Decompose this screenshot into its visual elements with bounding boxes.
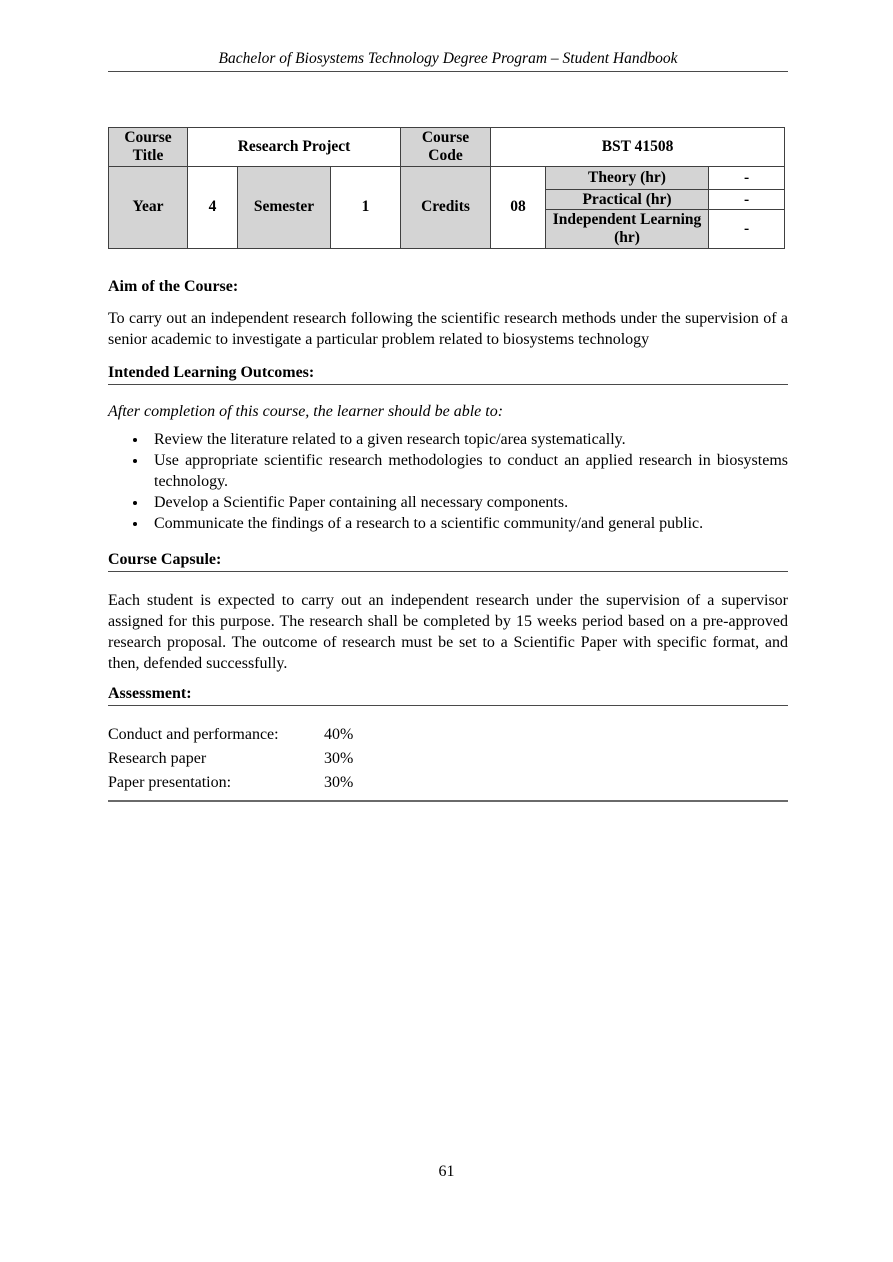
aim-paragraph: To carry out an independent research following the scientific research methods under the supervision of a senior academic to investigate a particular problem related to biosystems technology bbox=[108, 310, 788, 349]
intended-learning-outcomes-heading: Intended Learning Outcomes: bbox=[108, 363, 788, 385]
ilo-bullet-item: • Use appropriate scientific research methodologies to conduct an applied research in biosystems technology. bbox=[148, 450, 788, 492]
assessment-row bbox=[108, 723, 788, 747]
course-capsule-paragraph: Each student is expected to carry out an independent research under the supervision of a supervisor assigned for this purpose. The research shall be completed by 15 weeks period based on a pre-approved research proposal. The outcome of research must be set to a Scientific Paper with specific format, and then, defended successfully. bbox=[108, 592, 788, 673]
course-title-value-cell: Research Project bbox=[188, 128, 401, 167]
course-title-label-cell: Course Title bbox=[109, 128, 188, 167]
practical-hours-value-cell: - bbox=[709, 189, 785, 210]
section-end-rule bbox=[108, 800, 788, 802]
aim-heading: Aim of the Course: bbox=[108, 278, 239, 296]
independent-learning-label-cell: Independent Learning (hr) bbox=[546, 210, 709, 249]
assessment-row bbox=[108, 747, 788, 771]
year-value-cell: 4 bbox=[188, 166, 238, 248]
ilo-bullet-list bbox=[108, 429, 788, 534]
ilo-bullet-item: • Communicate the findings of a research to a scientific community/and general public. bbox=[148, 513, 788, 534]
year-label-cell: Year bbox=[109, 166, 188, 248]
assessment-list bbox=[108, 723, 788, 795]
assessment-item-value: 30% bbox=[324, 750, 354, 768]
document-header-title: Bachelor of Biosystems Technology Degree Program – Student Handbook bbox=[218, 50, 678, 67]
assessment-row bbox=[108, 771, 788, 795]
course-code-label-cell: Course Code bbox=[401, 128, 491, 167]
assessment-item-value: 30% bbox=[324, 774, 354, 792]
independent-learning-value-cell: - bbox=[709, 210, 785, 249]
course-info-table bbox=[108, 127, 785, 249]
theory-hours-value-cell: - bbox=[709, 166, 785, 189]
assessment-item-label: Conduct and performance: bbox=[108, 726, 279, 744]
ilo-intro-line: After completion of this course, the learner should be able to: bbox=[108, 403, 504, 421]
ilo-bullet-item: • Develop a Scientific Paper containing all necessary components. bbox=[148, 492, 788, 513]
assessment-heading: Assessment: bbox=[108, 684, 788, 706]
credits-label-cell: Credits bbox=[401, 166, 491, 248]
course-code-value-cell: BST 41508 bbox=[491, 128, 785, 167]
assessment-item-label: Paper presentation: bbox=[108, 774, 232, 792]
semester-value-cell: 1 bbox=[331, 166, 401, 248]
document-header bbox=[108, 50, 788, 72]
page-content bbox=[108, 0, 788, 802]
page-number: 61 bbox=[438, 1163, 455, 1180]
course-capsule-heading: Course Capsule: bbox=[108, 550, 788, 572]
assessment-item-value: 40% bbox=[324, 726, 354, 744]
ilo-bullet-item: • Review the literature related to a given research topic/area systematically. bbox=[148, 429, 788, 450]
credits-value-cell: 08 bbox=[491, 166, 546, 248]
semester-label-cell: Semester bbox=[238, 166, 331, 248]
theory-hours-label-cell: Theory (hr) bbox=[546, 166, 709, 189]
assessment-item-label: Research paper bbox=[108, 750, 207, 768]
practical-hours-label-cell: Practical (hr) bbox=[546, 189, 709, 210]
